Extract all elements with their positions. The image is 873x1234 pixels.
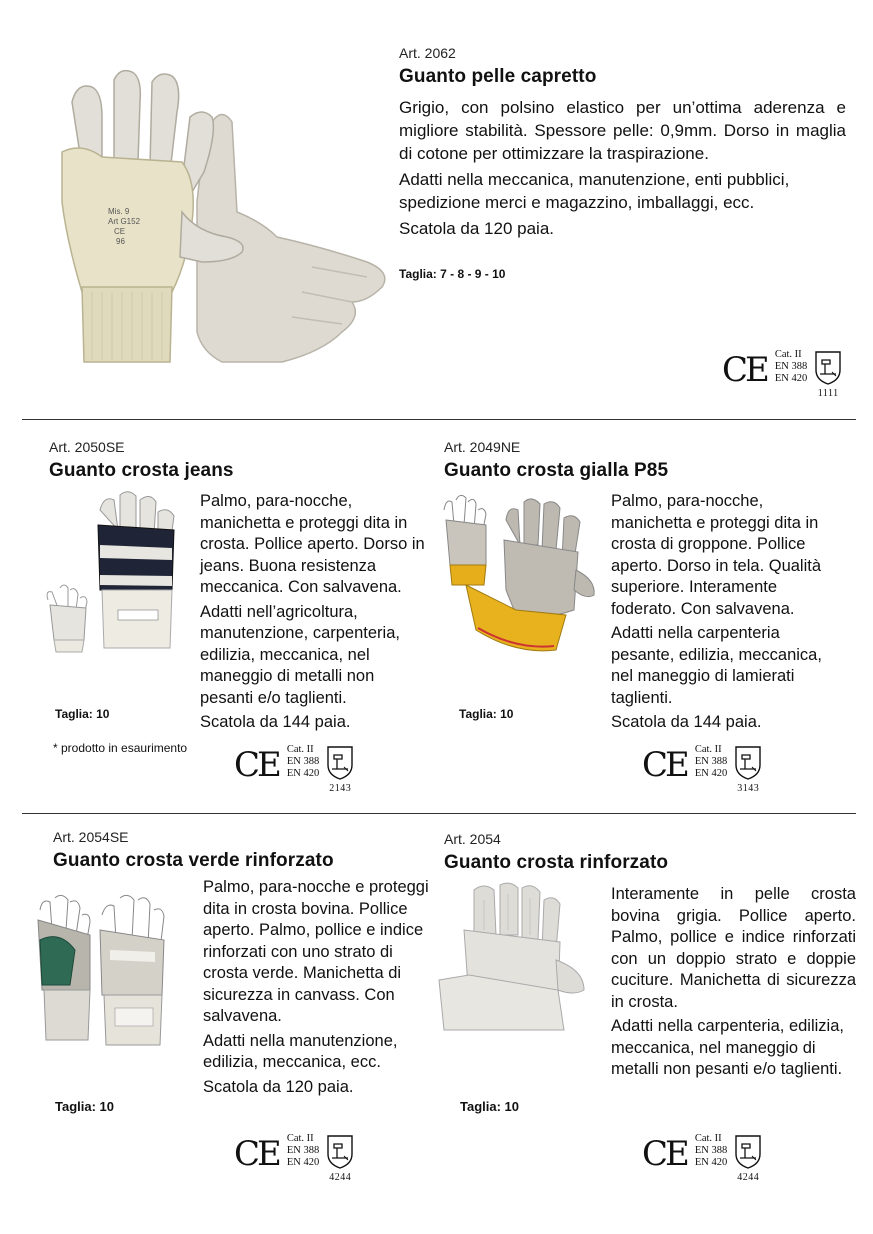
en388-shield	[733, 1134, 763, 1183]
cert-standard: EN 420	[694, 768, 728, 779]
cert-category: Cat. II	[694, 744, 722, 755]
glove-label-line-4: 96	[116, 237, 125, 246]
glove-image-2054	[434, 880, 609, 1040]
sizes-label: Taglia: 10	[55, 1099, 115, 1114]
hammer-shield-icon	[813, 350, 843, 386]
cert-text	[695, 1133, 727, 1169]
en388-shield	[733, 745, 763, 794]
product-description	[611, 884, 856, 1084]
description-paragraph: Scatola da 120 paia.	[399, 219, 555, 238]
article-number: Art. 2054SE	[53, 829, 129, 845]
article-number: Art. 2049NE	[444, 439, 521, 455]
article-number: Art. 2054	[444, 831, 501, 847]
product-description	[611, 491, 843, 737]
sizes-label: Taglia: 7 - 8 - 9 - 10	[399, 267, 506, 281]
glove-label-line-1: Mis. 9	[108, 207, 130, 216]
hammer-shield-icon	[733, 745, 763, 781]
description-paragraph: Adatti nella meccanica, manutenzione, enti pubblici, spedizione merci e magazzino, imballaggi, ecc.	[399, 170, 790, 212]
cert-text	[775, 349, 807, 385]
cert-code: 1111	[817, 388, 839, 399]
en388-shield	[325, 1134, 355, 1183]
glove-label-line-2: Art G152	[108, 217, 141, 226]
product-title: Guanto crosta jeans	[49, 460, 234, 481]
en388-shield	[813, 350, 843, 399]
section-divider	[22, 813, 856, 814]
description-paragraph: Adatti nell’agricoltura, manutenzione, carpenteria, edilizia, meccanica, nel maneggio di metalli non pesanti e/o taglienti.	[200, 602, 400, 707]
ce-mark-icon: CE	[642, 745, 687, 785]
product-title: Guanto crosta gialla P85	[444, 460, 669, 481]
glove-image-2050se	[40, 490, 195, 655]
product-description	[203, 877, 433, 1101]
ce-mark-icon: CE	[642, 1134, 687, 1174]
article-number: Art. 2062	[399, 45, 456, 61]
description-paragraph: Adatti nella carpenteria pesante, edilizia, meccanica, nel maneggio di lamierati taglienti.	[611, 624, 822, 707]
ce-mark-icon: CE	[234, 745, 279, 785]
cert-category: Cat. II	[774, 349, 802, 360]
cert-text	[287, 1133, 319, 1169]
product-description	[200, 491, 425, 737]
glove-image-2049ne	[436, 490, 606, 655]
hammer-shield-icon	[733, 1134, 763, 1170]
description-paragraph: Palmo, para-nocche, manichetta e proteggi dita in crosta di groppone. Pollice aperto. Dorso in tela. Qualità superiore. Interamente foderato. Con salvavena.	[611, 492, 822, 618]
cert-code: 3143	[737, 783, 760, 794]
certification-block	[234, 1134, 355, 1183]
cert-standard: EN 420	[286, 1157, 320, 1168]
cert-code: 4244	[329, 1172, 352, 1183]
cert-standard: EN 420	[774, 373, 808, 384]
certification-block	[642, 1134, 763, 1183]
discontinued-note: * prodotto in esaurimento	[53, 741, 188, 755]
description-paragraph: Grigio, con polsino elastico per un’ottima aderenza e migliore stabilità. Spessore pelle: 0,9mm. Dorso in maglia di cotone per ottimizzare la traspirazione.	[399, 98, 846, 163]
description-paragraph: Palmo, para-nocche e proteggi dita in crosta bovina. Pollice aperto. Palmo, pollice e indice rinforzati con uno strato di crosta verde. Manichetta di sicurezza in canvass. Con salvavena.	[203, 878, 429, 1025]
sizes-label: Taglia: 10	[460, 1099, 520, 1114]
certification-block	[234, 745, 355, 794]
product-title: Guanto crosta rinforzato	[444, 852, 669, 873]
cert-category: Cat. II	[286, 744, 314, 755]
cert-category: Cat. II	[286, 1133, 314, 1144]
certification-block	[642, 745, 763, 794]
description-paragraph: Adatti nella manutenzione, edilizia, meccanica, ecc.	[203, 1031, 398, 1071]
product-description	[399, 96, 846, 243]
glove-image-2054se	[30, 890, 195, 1050]
cert-code: 4244	[737, 1172, 760, 1183]
certification-block	[722, 350, 843, 399]
cert-standard: EN 388	[694, 1145, 728, 1156]
cert-standard: EN 420	[286, 768, 320, 779]
product-title: Guanto crosta verde rinforzato	[53, 850, 334, 871]
cert-standard: EN 388	[286, 1145, 320, 1156]
cert-code: 2143	[329, 783, 352, 794]
section-divider	[22, 419, 856, 420]
sizes-label: Taglia: 10	[55, 707, 110, 721]
sizes-label: Taglia: 10	[459, 707, 514, 721]
description-paragraph: Scatola da 144 paia.	[200, 713, 351, 731]
cert-category: Cat. II	[694, 1133, 722, 1144]
en388-shield	[325, 745, 355, 794]
cert-standard: EN 388	[774, 361, 808, 372]
cert-text	[695, 744, 727, 780]
cert-standard: EN 420	[694, 1157, 728, 1168]
description-paragraph: Scatola da 120 paia.	[203, 1077, 354, 1096]
glove-image-2062	[22, 62, 392, 382]
description-paragraph: Adatti nella carpenteria, edilizia, meccanica, nel maneggio di metalli non pesanti e/o taglienti.	[611, 1017, 844, 1078]
cert-text	[287, 744, 319, 780]
description-paragraph: Interamente in pelle crosta bovina grigia. Pollice aperto. Palmo, pollice e indice rinforzati con un doppio strato e doppie cuciture. Manichetta di sicurezza in crosta.	[611, 885, 856, 1011]
product-title: Guanto pelle capretto	[399, 66, 597, 87]
hammer-shield-icon	[325, 745, 355, 781]
ce-mark-icon: CE	[722, 350, 767, 390]
cert-standard: EN 388	[286, 756, 320, 767]
glove-label-line-3: CE	[114, 227, 126, 236]
hammer-shield-icon	[325, 1134, 355, 1170]
description-paragraph: Palmo, para-nocche, manichetta e proteggi dita in crosta. Pollice aperto. Dorso in jeans. Buona resistenza meccanica. Con salvavena.	[200, 492, 425, 596]
description-paragraph: Scatola da 144 paia.	[611, 713, 762, 731]
cert-standard: EN 388	[694, 756, 728, 767]
article-number: Art. 2050SE	[49, 439, 125, 455]
ce-mark-icon: CE	[234, 1134, 279, 1174]
